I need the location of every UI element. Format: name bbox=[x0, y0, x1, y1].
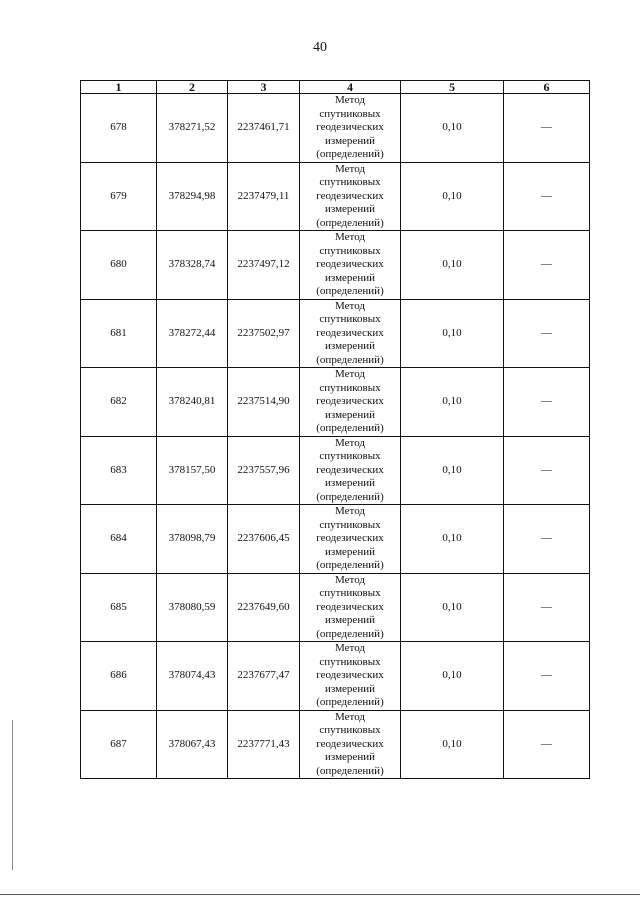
method-line: спутниковых bbox=[319, 244, 381, 257]
accuracy-cell: 0,10 bbox=[401, 710, 504, 779]
x-coordinate-cell: 378294,98 bbox=[157, 162, 228, 231]
method-line: (определений) bbox=[316, 216, 384, 229]
method-line: (определений) bbox=[316, 490, 384, 503]
method-line: Метод bbox=[335, 299, 365, 312]
note-cell: — bbox=[504, 505, 590, 574]
y-coordinate-cell: 2237771,43 bbox=[228, 710, 300, 779]
method-line: Метод bbox=[335, 505, 365, 517]
page-number: 40 bbox=[313, 40, 327, 55]
method-line: геодезических bbox=[316, 737, 384, 750]
method-line: (определений) bbox=[316, 285, 384, 297]
method-line: спутниковых bbox=[319, 724, 381, 736]
method-line: спутниковых bbox=[319, 450, 381, 462]
method-line: спутниковых bbox=[319, 381, 381, 394]
method-line: спутниковых bbox=[319, 655, 381, 668]
method-line: спутниковых bbox=[319, 587, 381, 599]
note-cell: — bbox=[504, 436, 590, 505]
method-line: измерений bbox=[325, 545, 375, 558]
accuracy-cell: 0,10 bbox=[401, 368, 504, 437]
table-row bbox=[81, 710, 590, 779]
y-coordinate-cell: 2237497,12 bbox=[228, 231, 300, 300]
accuracy-cell: 0,10 bbox=[401, 436, 504, 505]
x-coordinate-cell: 378080,59 bbox=[157, 573, 228, 642]
accuracy-cell: 0,10 bbox=[401, 94, 504, 163]
method-cell bbox=[300, 368, 401, 437]
column-header-6: 6 bbox=[504, 81, 590, 94]
method-line: Метод bbox=[335, 162, 365, 175]
column-header-1: 1 bbox=[81, 81, 157, 94]
method-cell bbox=[300, 299, 401, 368]
scan-bottom-line bbox=[0, 894, 640, 895]
x-coordinate-cell: 378157,50 bbox=[157, 436, 228, 505]
method-line: геодезических bbox=[316, 395, 384, 407]
y-coordinate-cell: 2237606,45 bbox=[228, 505, 300, 574]
note-cell: — bbox=[504, 642, 590, 711]
table-row bbox=[81, 162, 590, 231]
method-line: (определений) bbox=[316, 559, 384, 571]
method-line: спутниковых bbox=[319, 176, 381, 188]
note-cell: — bbox=[504, 94, 590, 163]
method-cell bbox=[300, 231, 401, 300]
y-coordinate-cell: 2237502,97 bbox=[228, 299, 300, 368]
x-coordinate-cell: 378328,74 bbox=[157, 231, 228, 300]
point-number-cell: 684 bbox=[81, 505, 157, 574]
method-line: измерений bbox=[325, 340, 375, 352]
accuracy-cell: 0,10 bbox=[401, 505, 504, 574]
table-row bbox=[81, 299, 590, 368]
table-row bbox=[81, 368, 590, 437]
point-number-cell: 678 bbox=[81, 94, 157, 163]
method-cell bbox=[300, 573, 401, 642]
point-number-cell: 687 bbox=[81, 710, 157, 779]
method-line: геодезических bbox=[316, 669, 384, 681]
method-line: Метод bbox=[335, 94, 365, 106]
note-cell: — bbox=[504, 231, 590, 300]
method-line: геодезических bbox=[316, 121, 384, 133]
point-number-cell: 680 bbox=[81, 231, 157, 300]
method-line: измерений bbox=[325, 614, 375, 626]
method-cell bbox=[300, 436, 401, 505]
x-coordinate-cell: 378098,79 bbox=[157, 505, 228, 574]
method-line: измерений bbox=[325, 477, 375, 489]
x-coordinate-cell: 378240,81 bbox=[157, 368, 228, 437]
method-line: (определений) bbox=[316, 148, 384, 160]
method-line: геодезических bbox=[316, 258, 384, 270]
point-number-cell: 681 bbox=[81, 299, 157, 368]
x-coordinate-cell: 378067,43 bbox=[157, 710, 228, 779]
method-line: измерений bbox=[325, 203, 375, 215]
method-line: Метод bbox=[335, 710, 365, 723]
method-line: (определений) bbox=[316, 696, 384, 708]
point-number-cell: 683 bbox=[81, 436, 157, 505]
column-header-2: 2 bbox=[157, 81, 228, 94]
method-line: (определений) bbox=[316, 764, 384, 777]
y-coordinate-cell: 2237557,96 bbox=[228, 436, 300, 505]
method-line: геодезических bbox=[316, 463, 384, 476]
method-line: геодезических bbox=[316, 189, 384, 202]
method-line: измерений bbox=[325, 134, 375, 147]
y-coordinate-cell: 2237649,60 bbox=[228, 573, 300, 642]
table-row bbox=[81, 94, 590, 163]
accuracy-cell: 0,10 bbox=[401, 231, 504, 300]
x-coordinate-cell: 378074,43 bbox=[157, 642, 228, 711]
method-line: (определений) bbox=[316, 422, 384, 434]
method-line: спутниковых bbox=[319, 313, 381, 325]
note-cell: — bbox=[504, 299, 590, 368]
x-coordinate-cell: 378272,44 bbox=[157, 299, 228, 368]
method-line: измерений bbox=[325, 408, 375, 421]
method-line: Метод bbox=[335, 573, 365, 586]
table-row bbox=[81, 231, 590, 300]
note-cell: — bbox=[504, 710, 590, 779]
y-coordinate-cell: 2237677,47 bbox=[228, 642, 300, 711]
accuracy-cell: 0,10 bbox=[401, 642, 504, 711]
method-line: Метод bbox=[335, 436, 365, 449]
method-line: (определений) bbox=[316, 627, 384, 640]
method-line: измерений bbox=[325, 751, 375, 763]
method-line: геодезических bbox=[316, 600, 384, 613]
y-coordinate-cell: 2237461,71 bbox=[228, 94, 300, 163]
point-number-cell: 685 bbox=[81, 573, 157, 642]
table-header-row bbox=[81, 81, 590, 94]
table-row bbox=[81, 505, 590, 574]
method-line: Метод bbox=[335, 368, 365, 380]
point-number-cell: 679 bbox=[81, 162, 157, 231]
accuracy-cell: 0,10 bbox=[401, 573, 504, 642]
y-coordinate-cell: 2237479,11 bbox=[228, 162, 300, 231]
table-row bbox=[81, 436, 590, 505]
method-line: измерений bbox=[325, 682, 375, 695]
accuracy-cell: 0,10 bbox=[401, 299, 504, 368]
method-line: спутниковых bbox=[319, 518, 381, 531]
method-cell bbox=[300, 94, 401, 163]
y-coordinate-cell: 2237514,90 bbox=[228, 368, 300, 437]
method-line: измерений bbox=[325, 271, 375, 284]
note-cell: — bbox=[504, 573, 590, 642]
point-number-cell: 682 bbox=[81, 368, 157, 437]
note-cell: — bbox=[504, 162, 590, 231]
method-cell bbox=[300, 162, 401, 231]
method-line: Метод bbox=[335, 642, 365, 654]
table-row bbox=[81, 573, 590, 642]
note-cell: — bbox=[504, 368, 590, 437]
method-line: Метод bbox=[335, 231, 365, 243]
method-line: спутниковых bbox=[319, 107, 381, 120]
method-line: (определений) bbox=[316, 353, 384, 366]
column-header-3: 3 bbox=[228, 81, 300, 94]
method-cell bbox=[300, 710, 401, 779]
column-header-5: 5 bbox=[401, 81, 504, 94]
table-row bbox=[81, 642, 590, 711]
x-coordinate-cell: 378271,52 bbox=[157, 94, 228, 163]
column-header-4: 4 bbox=[300, 81, 401, 94]
scan-edge-line bbox=[12, 720, 13, 870]
method-cell bbox=[300, 642, 401, 711]
point-number-cell: 686 bbox=[81, 642, 157, 711]
coordinates-table bbox=[80, 80, 590, 779]
method-line: геодезических bbox=[316, 326, 384, 339]
method-line: геодезических bbox=[316, 532, 384, 544]
method-cell bbox=[300, 505, 401, 574]
accuracy-cell: 0,10 bbox=[401, 162, 504, 231]
